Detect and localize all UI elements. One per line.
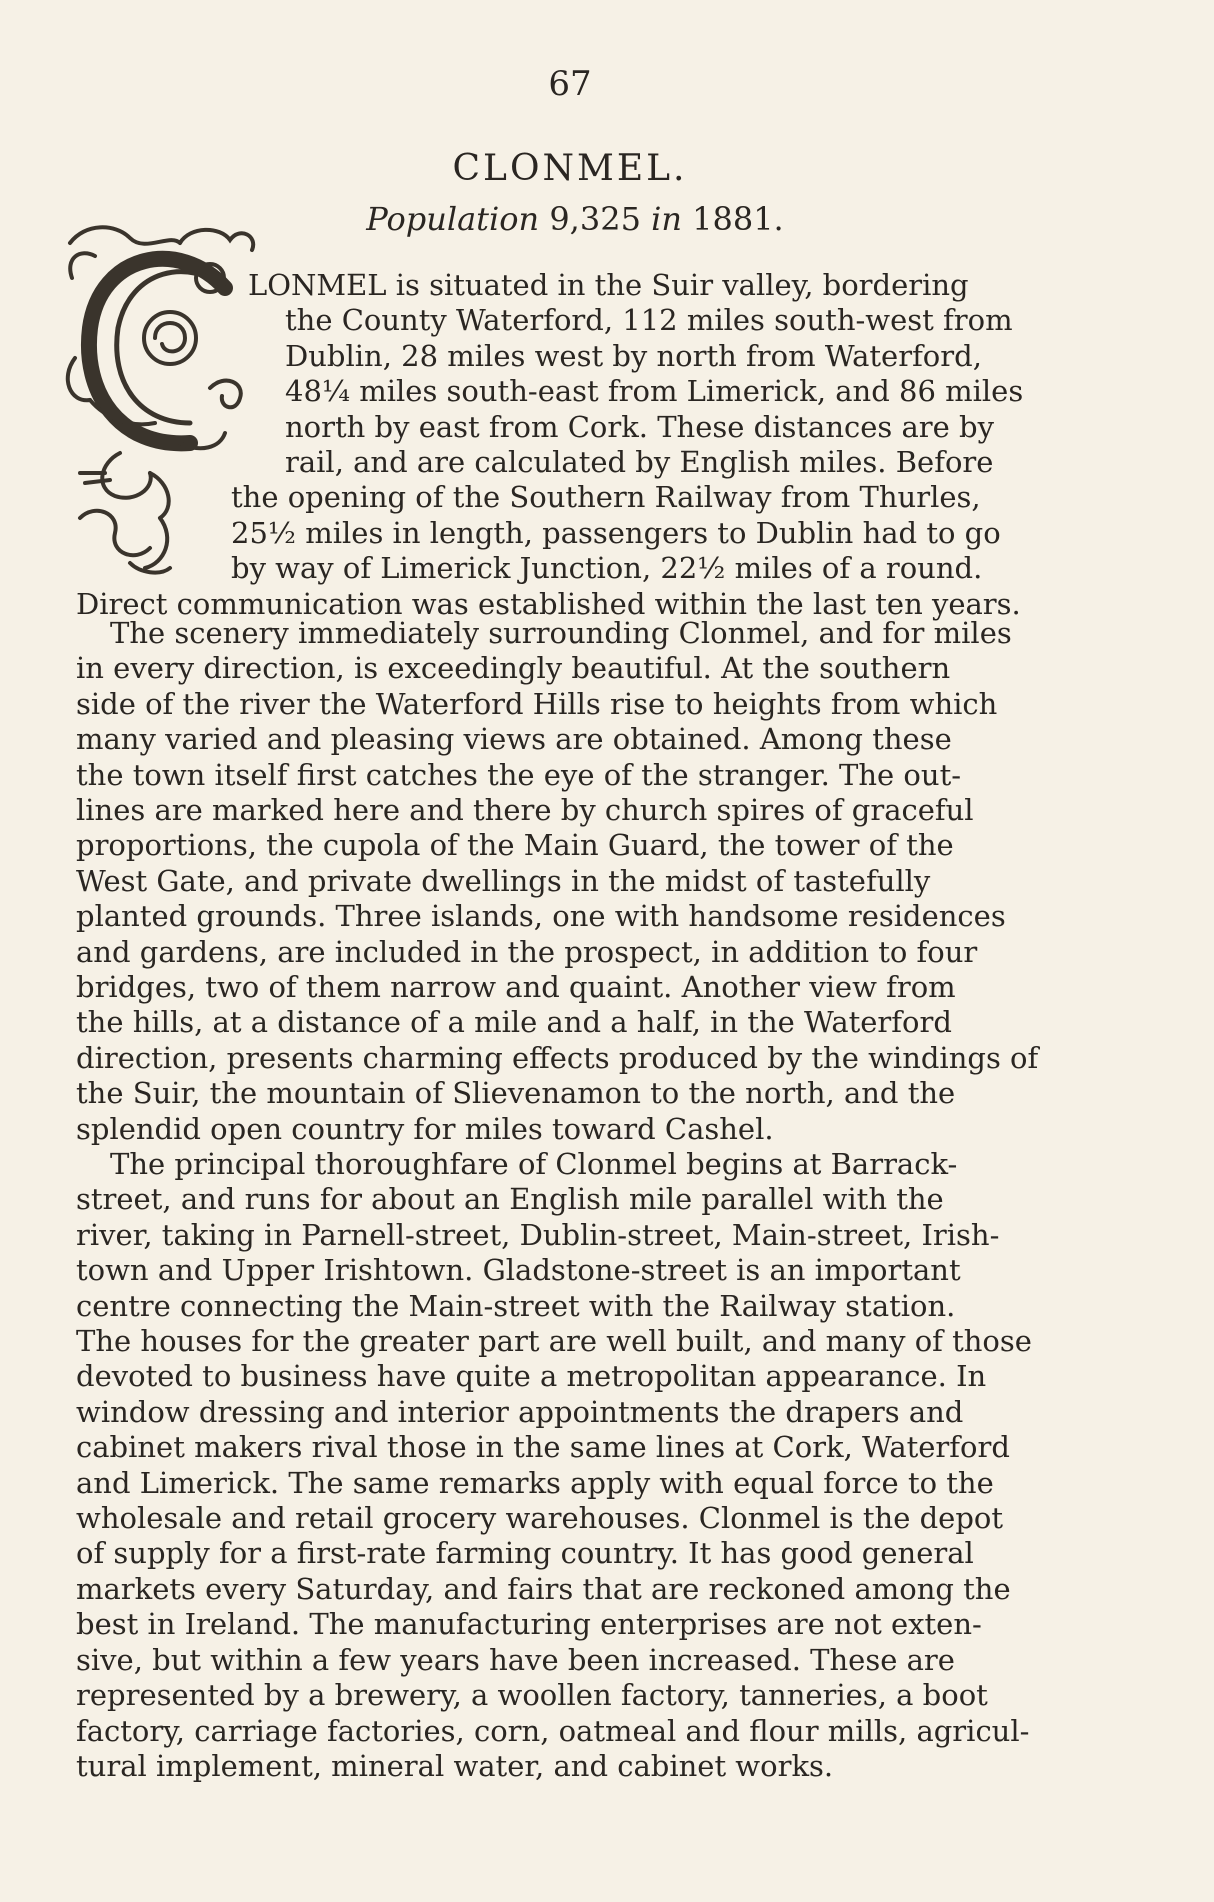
text-line: and Limerick. The same remarks apply with equal force to the: [76, 1465, 994, 1500]
text-line: wholesale and retail grocery warehouses. Clonmel is the depot: [76, 1501, 1004, 1536]
text-line: proportions, the cupola of the Main Guard, the tower of the: [76, 828, 954, 863]
text-line: West Gate, and private dwellings in the midst of tastefully: [76, 863, 931, 898]
text-line: the opening of the Southern Railway from Thurles,: [231, 480, 981, 515]
text-line: splendid open country for miles toward Cashel.: [76, 1111, 774, 1146]
text-line: tural implement, mineral water, and cabinet works.: [76, 1748, 834, 1783]
population-label: Population: [366, 200, 540, 238]
text-line: 25½ miles in length, passengers to Dublin had to go: [231, 515, 1001, 550]
text-line: sive, but within a few years have been increased. These are: [76, 1642, 955, 1677]
text-line: the County Waterford, 112 miles south-west from: [285, 303, 1013, 338]
population-year: 1881.: [692, 200, 784, 238]
text-line: of supply for a first-rate farming country. It has good general: [76, 1536, 974, 1571]
text-line: devoted to business have quite a metropolitan appearance. In: [76, 1359, 987, 1394]
text-line: Dublin, 28 miles west by north from Waterford,: [285, 338, 982, 373]
text-line: The principal thoroughfare of Clonmel begins at Barrack-: [110, 1147, 958, 1181]
text-line: by way of Limerick Junction, 22½ miles of a round.: [231, 551, 983, 586]
text-line: north by east from Cork. These distances are by: [285, 409, 994, 444]
text-line: the town itself first catches the eye of the stranger. The out-: [76, 757, 962, 792]
population-value: 9,325: [549, 200, 641, 238]
text-line: and gardens, are included in the prospect, in addition to four: [76, 934, 978, 969]
text-line: the Suir, the mountain of Slievenamon to the north, and the: [76, 1076, 956, 1111]
text-line: window dressing and interior appointments the drapers and: [76, 1394, 964, 1429]
text-line: bridges, two of them narrow and quaint. Another view from: [76, 970, 956, 1005]
text-line: factory, carriage factories, corn, oatmeal and flour mills, agricul-: [76, 1713, 1030, 1748]
text-line: 48¼ miles south-east from Limerick, and 86 miles: [285, 374, 1024, 409]
text-line: represented by a brewery, a woollen factory, tanneries, a boot: [76, 1678, 988, 1713]
text-line: The scenery immediately surrounding Clonmel, and for miles: [110, 616, 1012, 650]
text-line: Direct communication was established within the last ten years.: [76, 586, 1021, 621]
text-line: in every direction, is exceedingly beautiful. At the southern: [76, 651, 951, 686]
text-line: LONMEL is situated in the Suir valley, bordering: [248, 268, 969, 302]
page-number: 67: [548, 64, 592, 104]
chapter-title: CLONMEL.: [452, 148, 688, 189]
paragraph-1: [0, 268, 1214, 622]
text-line: town and Upper Irishtown. Gladstone-street is an important: [76, 1253, 961, 1288]
text-line: lines are marked here and there by church spires of graceful: [76, 793, 974, 828]
population-in: in: [651, 200, 682, 238]
text-line: rail, and are calculated by English miles. Before: [285, 445, 994, 480]
text-line: street, and runs for about an English mile parallel with the: [76, 1182, 944, 1217]
text-line: cabinet makers rival those in the same lines at Cork, Waterford: [76, 1430, 1010, 1465]
paragraph-2: [0, 616, 1214, 1147]
text-line: planted grounds. Three islands, one with handsome residences: [76, 899, 1006, 934]
text-line: many varied and pleasing views are obtained. Among these: [76, 722, 952, 757]
text-line: direction, presents charming effects produced by the windings of: [76, 1040, 1039, 1075]
text-line: markets every Saturday, and fairs that are reckoned among the: [76, 1571, 1011, 1606]
text-line: side of the river the Waterford Hills rise to heights from which: [76, 686, 998, 721]
text-line: river, taking in Parnell-street, Dublin-street, Main-street, Irish-: [76, 1217, 1000, 1252]
paragraph-3: [0, 1147, 1214, 1784]
text-line: the hills, at a distance of a mile and a half, in the Waterford: [76, 1005, 952, 1040]
text-line: centre connecting the Main-street with the Railway station.: [76, 1288, 956, 1323]
text-line: best in Ireland. The manufacturing enterprises are not exten-: [76, 1607, 982, 1642]
text-line: The houses for the greater part are well built, and many of those: [76, 1324, 1032, 1359]
